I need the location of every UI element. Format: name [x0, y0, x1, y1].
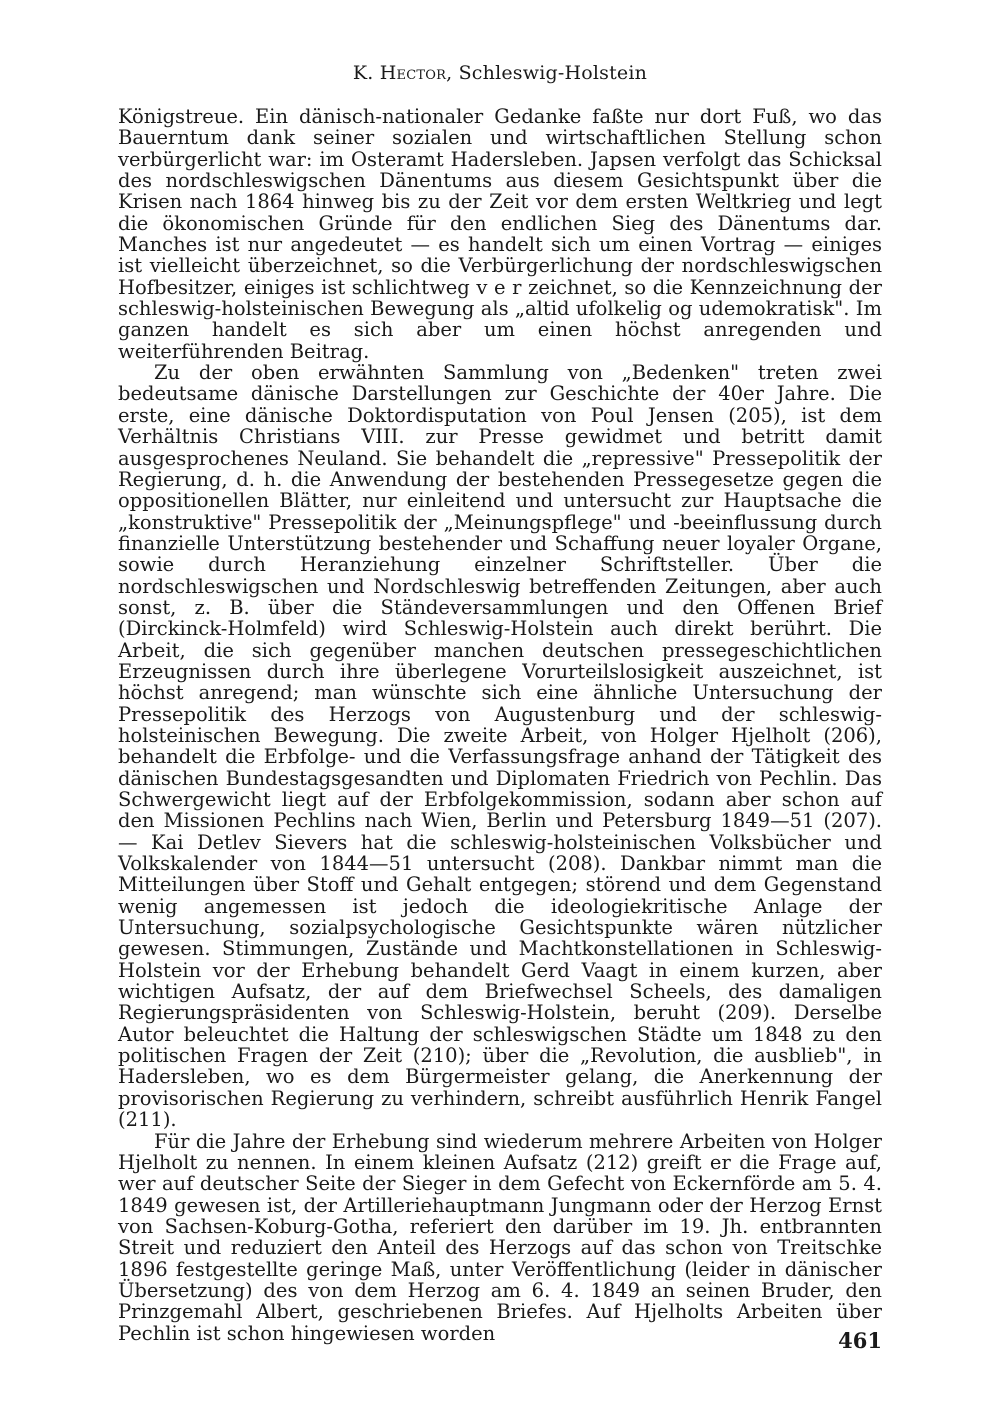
- paragraph-3: Für die Jahre der Erhebung sind wiederum mehrere Arbeiten von Holger Hjelholt zu nennen. In einem kleinen Aufsatz (212) greift er die Frage auf, wer auf deutscher Seite der Sieger in dem Gefecht von Eckernförde am 5. 4. 1849 gewesen ist, der Artilleriehauptmann Jungmann oder der Herzog Ernst von Sachsen-Koburg-Gotha, referiert den darüber im 19. Jh. entbrannten Streit und reduziert den Anteil des Herzogs auf das schon von Treitschke 1896 festgestellte geringe Maß, unter Veröffentlichung (leider in dänischer Übersetzung) des von dem Herzog am 6. 4. 1849 an seinen Bruder, den Prinzgemahl Albert, geschriebenen Briefes. Auf Hjelholts Arbeiten über Pechlin ist schon hingewiesen worden: [118, 1129, 882, 1345]
- page-number: 461: [838, 1328, 882, 1353]
- body-text: [118, 106, 882, 1344]
- running-title: , Schleswig-Holstein: [446, 62, 648, 84]
- paragraph-2: Zu der oben erwähnten Sammlung von „Bedenken" treten zwei bedeutsame dänische Darstellungen zur Geschichte der 40er Jahre. Die erste, eine dänische Doktordisputation von Poul Jensen (205), ist dem Verhältnis Christians VIII. zur Presse gewidmet und betritt damit ausgesprochenes Neuland. Sie behandelt die „repressive" Pressepolitik der Regierung, d. h. die Anwendung der bestehenden Pressegesetze gegen die oppositionellen Blätter, nur einleitend und untersucht zur Hauptsache die „konstruktive" Pressepolitik der „Meinungspflege" und -beeinflussung durch finanzielle Unterstützung bestehender und Schaffung neuer loyaler Organe, sowie durch Heranziehung einzelner Schriftsteller. Über die nordschleswigschen und Nordschleswig betreffenden Zeitungen, aber auch sonst, z. B. über die Ständeversammlungen und den Offenen Brief (Dirckinck-Holmfeld) wird Schleswig-Holstein auch direkt berührt. Die Arbeit, die sich gegenüber manchen deutschen pressegeschichtlichen Erzeugnissen durch ihre überlegene Vorurteilslosigkeit auszeichnet, ist höchst anregend; man wünschte sich eine ähnliche Untersuchung der Pressepolitik des Herzogs von Augustenburg und der schleswig-holsteinischen Bewegung. Die zweite Arbeit, von Holger Hjelholt (206), behandelt die Erbfolge- und die Verfassungsfrage anhand der Tätigkeit des dänischen Bundestagsgesandten und Diplomaten Friedrich von Pechlin. Das Schwergewicht liegt auf der Erbfolgekommission, sodann aber schon auf den Missionen Pechlins nach Wien, Berlin und Petersburg 1849—51 (207). — Kai Detlev Sievers hat die schleswig-holsteinischen Volksbücher und Volkskalender von 1844—51 untersucht (208). Dankbar nimmt man die Mitteilungen über Stoff und Gehalt entgegen; störend und dem Gegenstand wenig angemessen ist jedoch die ideologiekritische Anlage der Untersuchung, sozialpsychologische Gesichtspunkte wären nützlicher gewesen. Stimmungen, Zustände und Machtkonstellationen in Schleswig-Holstein vor der Erhebung behandelt Gerd Vaagt in einem kurzen, aber wichtigen Aufsatz, der auf dem Briefwechsel Scheels, des damaligen Regierungspräsidenten von Schleswig-Holstein, beruht (209). Derselbe Autor beleuchtet die Haltung der schleswigschen Städte um 1848 zu den politischen Fragen der Zeit (210); über die „Revolution, die ausblieb", in Hadersleben, wo es dem Bürgermeister gelang, die Anerkennung der provisorischen Regierung zu verhindern, schreibt ausführlich Henrik Fangel (211).: [118, 361, 882, 1132]
- author-initial: K.: [352, 62, 380, 84]
- paragraph-1: Königstreue. Ein dänisch-nationaler Gedanke faßte nur dort Fuß, wo das Bauerntum dank seiner sozialen und wirtschaftlichen Stellung schon verbürgerlicht war: im Osteramt Hadersleben. Japsen verfolgt das Schicksal des nordschleswigschen Dänentums aus diesem Gesichtspunkt über die Krisen nach 1864 hinweg bis zu der Zeit vor dem ersten Weltkrieg und legt die ökonomischen Gründe für den endlichen Sieg des Dänentums dar. Manches ist nur angedeutet — es handelt sich um einen Vortrag — einiges ist vielleicht überzeichnet, so die Verbürgerlichung der nordschleswigschen Hofbesitzer, einiges ist schlichtweg v e r zeichnet, so die Kennzeichnung der schleswig-holsteinischen Bewegung als „altid ufolkelig og udemokratisk". Im ganzen handelt es sich aber um einen höchst anregenden und weiterführenden Beitrag.: [118, 105, 882, 363]
- running-head: [118, 62, 882, 84]
- author-name: Hector: [379, 62, 447, 84]
